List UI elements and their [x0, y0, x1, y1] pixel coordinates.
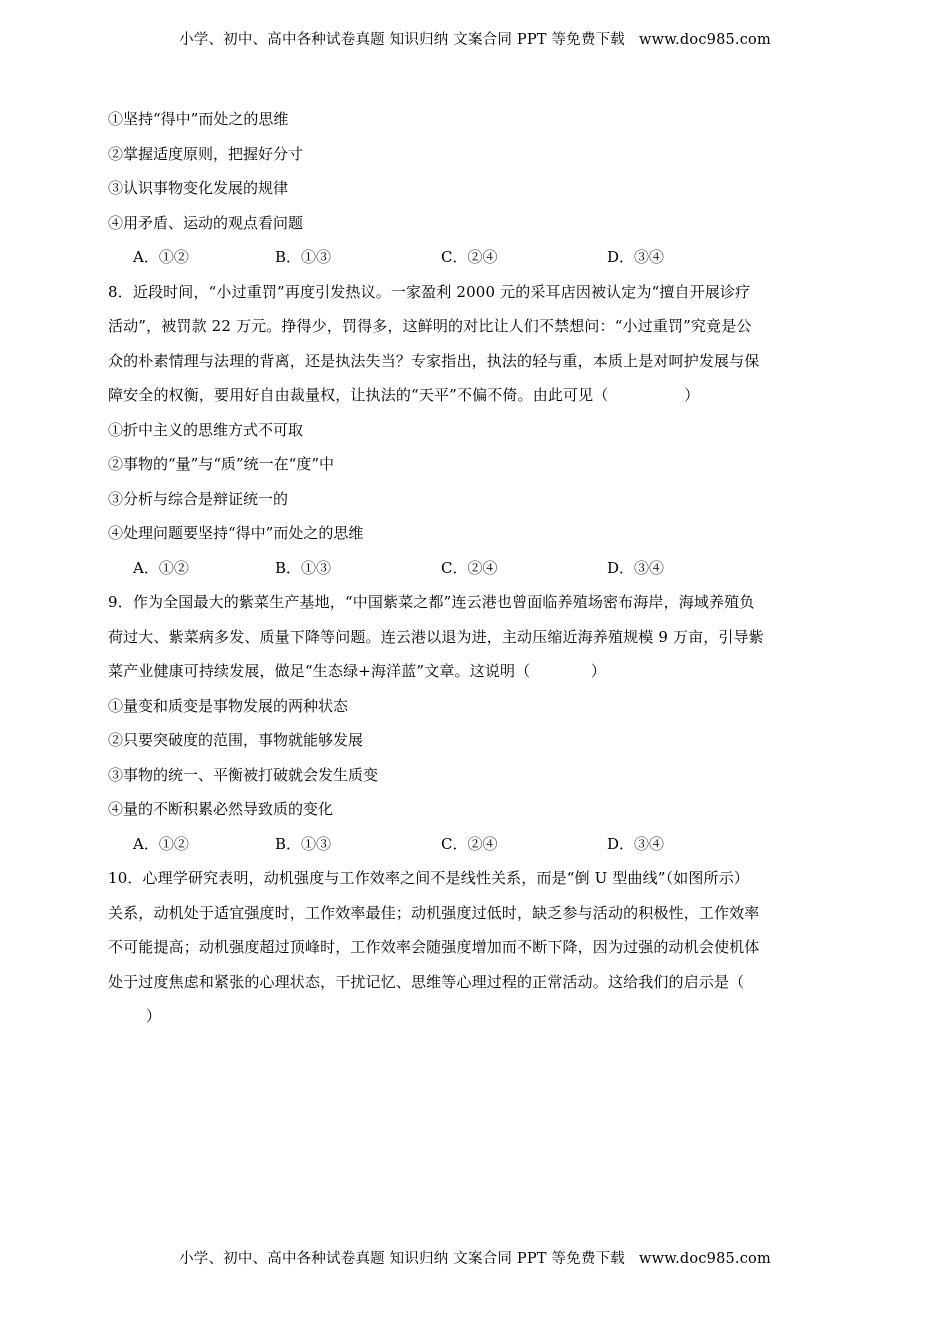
- stem-line: 众的朴素情理与法理的背离，还是执法失当？专家指出，执法的轻与重，本质上是对呵护发展与保: [108, 351, 760, 370]
- choice-c: C．②④: [441, 834, 498, 853]
- question-8-choices: [108, 551, 838, 586]
- answer-bracket-close: ）: [146, 1007, 162, 1025]
- stem-line: 障安全的权衡，要用好自由裁量权，让执法的“天平”不偏不倚。由此可见（ ）: [108, 386, 700, 404]
- stem-line: 处于过度焦虑和紧张的心理状态，干扰记忆、思维等心理过程的正常活动。这给我们的启示是（: [108, 972, 745, 991]
- option-item: ①量变和质变是事物发展的两种状态: [108, 696, 349, 715]
- choice-c: C．②④: [441, 558, 498, 577]
- choice-d: D．③④: [607, 834, 665, 853]
- document-body: [108, 102, 838, 1034]
- question-7-options: [108, 102, 838, 240]
- page-footer: [0, 1247, 950, 1268]
- stem-line: 8．近段时间，“小过重罚”再度引发热议。一家盈利 2000 元的采耳店因被认定为“擅自开展诊疗: [108, 282, 751, 301]
- footer-url-link[interactable]: www.doc985.com: [638, 1251, 771, 1267]
- option-item: ④量的不断积累必然导致质的变化: [108, 800, 334, 818]
- option-item: ④用矛盾、运动的观点看问题: [108, 213, 304, 232]
- option-item: ③分析与综合是辩证统一的: [108, 489, 289, 508]
- choice-a: A．①②: [133, 248, 189, 266]
- stem-line: 9．作为全国最大的紫菜生产基地，“中国紫菜之都”连云港也曾面临养殖场密布海岸，海域养殖负: [108, 593, 755, 611]
- question-8-stem: [108, 275, 838, 413]
- option-item: ④处理问题要坚持“得中”而处之的思维: [108, 524, 364, 542]
- stem-line: 关系，动机处于适宜强度时，工作效率最佳；动机强度过低时，缺乏参与活动的积极性，工作效率: [108, 903, 760, 922]
- question-9-choices: [108, 827, 838, 862]
- stem-line: 荷过大、紫菜病多发、质量下降等问题。连云港以退为进，主动压缩近海养殖规模 9 万亩，引导紫: [108, 627, 764, 646]
- choice-d: D．③④: [607, 248, 665, 266]
- option-item: ①折中主义的思维方式不可取: [108, 420, 304, 439]
- option-item: ②只要突破度的范围，事物就能够发展: [108, 731, 364, 749]
- choice-c: C．②④: [441, 248, 498, 266]
- question-9-options: [108, 689, 838, 827]
- page-header: [0, 28, 950, 49]
- choice-a: A．①②: [133, 834, 189, 853]
- question-8-options: [108, 413, 838, 551]
- option-item: ③认识事物变化发展的规律: [108, 179, 289, 197]
- stem-line: 菜产业健康可持续发展，做足“生态绿+海洋蓝”文章。这说明（ ）: [108, 662, 607, 680]
- option-item: ①坚持“得中”而处之的思维: [108, 110, 289, 128]
- question-7-choices: [108, 240, 838, 275]
- stem-line: 活动”，被罚款 22 万元。挣得少，罚得多，这鲜明的对比让人们不禁想问：“小过重罚”究竟是公: [108, 317, 752, 335]
- option-item: ②事物的“量”与“质”统一在“度”中: [108, 455, 335, 473]
- option-item: ③事物的统一、平衡被打破就会发生质变: [108, 765, 379, 784]
- choice-b: B．①③: [275, 834, 332, 853]
- choice-b: B．①③: [275, 558, 332, 577]
- option-item: ②掌握适度原则，把握好分寸: [108, 144, 304, 163]
- question-10-stem: [108, 861, 838, 1034]
- stem-line: 10．心理学研究表明，动机强度与工作效率之间不是线性关系，而是“倒 U 型曲线”（如图所示）: [108, 869, 750, 887]
- header-url-link[interactable]: www.doc985.com: [638, 32, 771, 48]
- header-text: 小学、初中、高中各种试卷真题 知识归纳 文案合同 PPT 等免费下载: [179, 32, 625, 48]
- choice-b: B．①③: [275, 248, 332, 266]
- stem-line: 不可能提高；动机强度超过顶峰时，工作效率会随强度增加而不断下降，因为过强的动机会使机体: [108, 938, 760, 956]
- choice-d: D．③④: [607, 558, 665, 577]
- question-9-stem: [108, 585, 838, 689]
- choice-a: A．①②: [133, 558, 189, 577]
- footer-text: 小学、初中、高中各种试卷真题 知识归纳 文案合同 PPT 等免费下载: [179, 1251, 625, 1267]
